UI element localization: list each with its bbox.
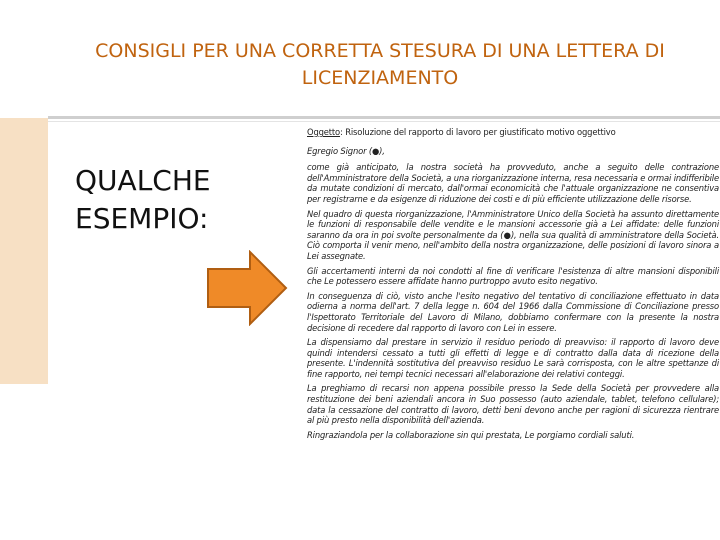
letter-document <box>307 127 719 527</box>
letter-paragraph: Nel quadro di questa riorganizzazione, l'Amministratore Unico della Società ha assunto direttamente le funzioni di responsabile delle vendite e le mansioni accessorie già a Lei affidate: delle funzioni saranno da ora in poi svolte personalmente da (●), nella sua qualità di amministratore della Società. Ciò comporta il venir meno, nell'ambito della nostra organizzazione, delle posizioni di lavoro sinora a Lei assegnate. <box>307 208 719 261</box>
title-divider-thin <box>48 121 720 122</box>
slide-title <box>60 38 700 92</box>
slide-title-line2: LICENZIAMENTO <box>301 67 459 89</box>
left-accent-bar <box>0 118 48 384</box>
letter-paragraph: Gli accertamenti interni da noi condotti al fine di verificare l'esistenza di altre mansioni disponibili che Le potessero essere affidate hanno purtroppo avuto esito negativo. <box>307 265 719 287</box>
letter-subject-text: : Risoluzione del rapporto di lavoro per giustificato motivo oggettivo <box>340 127 616 137</box>
subtitle-line1: QUALCHE <box>75 164 211 197</box>
subtitle-line2: ESEMPIO: <box>75 202 209 235</box>
letter-paragraph: In conseguenza di ciò, visto anche l'esito negativo del tentativo di conciliazione effettuato in data odierna a norma dell'art. 7 della legge n. 604 del 1966 dalla Commissione di Conciliazione presso l'Ispettorato Territoriale del Lavoro di Milano, dobbiamo confermare con la presente la nostra decisione di recedere dal rapporto di lavoro con Lei in essere. <box>307 290 719 333</box>
letter-paragraph: La dispensiamo dal prestare in servizio il residuo periodo di preavviso: il rapporto di lavoro deve quindi intendersi cessato a tutti gli effetti di legge e di contratto dalla data di ricezione della presente. L'indennità sostitutiva del preavviso residuo Le sarà corrisposta, con le altre spettanze di fine rapporto, nei tempi tecnici necessari all'elaborazione dei relativi conteggi. <box>307 337 719 379</box>
letter-closing: Ringraziandola per la collaborazione sin qui prestata, Le porgiamo cordiali saluti. <box>307 429 635 440</box>
right-arrow-icon <box>206 250 288 326</box>
slide-title-line1: CONSIGLI PER UNA CORRETTA STESURA DI UNA LETTERA DI <box>95 40 665 62</box>
letter-paragraph: come già anticipato, la nostra società ha provveduto, anche a seguito delle contrazione dell'Amministratore della Società, a una riorganizzazione interna, resa necessaria e ormai indifferibile da mutate condizioni di mercato, dall'ormai economicità che l'attuale organizzazione ne consentiva per registrarne e da esigenze di riduzione dei costi e di più efficiente utilizzazione delle risorse. <box>307 162 719 204</box>
letter-subject <box>307 127 719 138</box>
letter-paragraph: La preghiamo di recarsi non appena possibile presso la Sede della Società per provvedere alla restituzione dei beni aziendali ancora in Suo possesso (auto aziendale, tablet, telefono cellulare); data la cessazione del contratto di lavoro, detti beni devono anche per ragioni di sicurezza rientrare al più presto nella disponibilità dell'azienda. <box>307 383 719 426</box>
title-divider <box>48 116 720 119</box>
subtitle <box>75 162 211 238</box>
letter-subject-label: Oggetto <box>307 127 341 137</box>
letter-greeting: Egregio Signor (●), <box>307 145 385 156</box>
